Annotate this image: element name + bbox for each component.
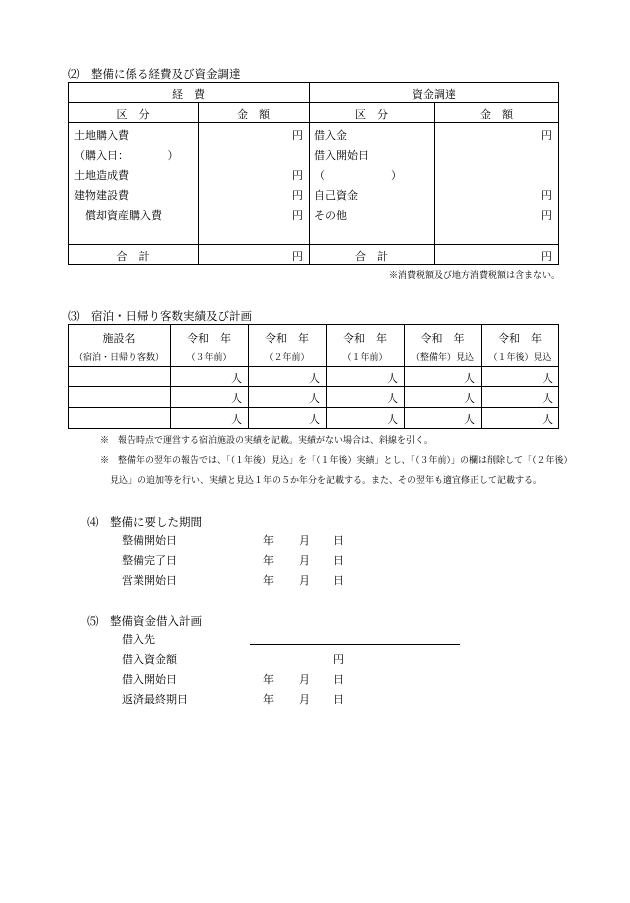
unit-cell: 人 (309, 413, 320, 426)
repay-last-label: 返済最終期日 (122, 693, 188, 706)
month-unit: 月 (299, 554, 310, 567)
year-col-sub: （１年前） (342, 353, 388, 363)
funding-row-label: 借入開始日 (314, 149, 369, 162)
expense-yen-unit: 円 (292, 189, 303, 202)
col-kubun-left: 区 分 (116, 108, 150, 121)
unit-cell: 人 (387, 413, 398, 426)
year-col-top: 令和 年 (265, 332, 309, 345)
year-unit: 年 (263, 574, 274, 587)
expense-row-label: （購入日： ） (74, 149, 179, 162)
unit-cell: 人 (231, 372, 242, 385)
funding-row-label: 自己資金 (314, 189, 358, 202)
yen-unit: 円 (333, 653, 344, 666)
col-kingaku-right: 金 額 (480, 108, 513, 121)
expense-yen-unit: 円 (292, 129, 303, 142)
funding-row-label: （ ） (314, 169, 402, 182)
lender-underline (250, 644, 460, 645)
group-header-funding: 資金調達 (412, 88, 456, 101)
unit-cell: 人 (464, 413, 475, 426)
section3-heading: ⑶ 宿泊・日帰り客数実績及び計画 (68, 309, 252, 323)
expense-row-label: 土地購入費 (74, 129, 129, 142)
unit-cell: 人 (387, 392, 398, 405)
year-col-sub: （３年前） (186, 353, 232, 363)
expense-yen-unit: 円 (292, 209, 303, 222)
facility-name-label: 施設名 (102, 332, 136, 345)
loan-start-label: 借入開始日 (122, 673, 177, 686)
total-label-right: 合 計 (355, 250, 388, 263)
funding-yen-unit: 円 (541, 209, 552, 222)
expense-funding-table (68, 82, 559, 265)
expense-row-label: 償却資産購入費 (74, 209, 162, 222)
year-unit: 年 (263, 534, 274, 547)
visitor-note-2: ※ 整備年の翌年の報告では、「（１年後）見込」を「（１年後）実績」とし、「（３年前）」の欄は削除して「（２年後） (100, 456, 573, 466)
day-unit: 日 (333, 554, 344, 567)
visitor-note-1: ※ 報告時点で運営する宿泊施設の実績を記載。実績がない場合は、斜線を引く。 (100, 436, 433, 446)
day-unit: 日 (333, 574, 344, 587)
period-label: 整備開始日 (122, 534, 177, 547)
funding-row-label: 借入金 (314, 129, 347, 142)
year-col-sub: （整備年）見込 (410, 353, 474, 363)
section2-heading: ⑵ 整備に係る経費及び資金調達 (68, 67, 241, 81)
month-unit: 月 (299, 673, 310, 686)
period-label: 営業開始日 (122, 574, 177, 587)
expense-row-label: 土地造成費 (74, 169, 129, 182)
col-kubun-right: 区 分 (355, 108, 388, 121)
col-kingaku-left: 金 額 (237, 108, 270, 121)
unit-cell: 人 (309, 372, 320, 385)
facility-name-sub: （宿泊・日帰り客数） (73, 353, 164, 363)
unit-cell: 人 (542, 413, 553, 426)
lender-label: 借入先 (122, 633, 155, 646)
expense-yen-unit: 円 (292, 169, 303, 182)
funding-yen-unit: 円 (541, 129, 552, 142)
group-header-expense: 経 費 (172, 88, 205, 101)
total-yen-right: 円 (541, 250, 552, 263)
unit-cell: 人 (231, 392, 242, 405)
year-col-sub: （２年前） (264, 353, 310, 363)
unit-cell: 人 (387, 372, 398, 385)
year-col-top: 令和 年 (420, 332, 465, 345)
total-yen-left: 円 (292, 250, 303, 263)
visitor-count-table (68, 324, 559, 429)
section4-heading: ⑷ 整備に要した期間 (87, 515, 202, 529)
unit-cell: 人 (464, 392, 475, 405)
unit-cell: 人 (464, 372, 475, 385)
year-col-top: 令和 年 (498, 332, 542, 345)
tax-note: ※消費税額及び地方消費税額は含まない。 (388, 271, 560, 281)
unit-cell: 人 (542, 372, 553, 385)
loan-amount-label: 借入資金額 (122, 653, 177, 666)
unit-cell: 人 (231, 413, 242, 426)
funding-yen-unit: 円 (541, 189, 552, 202)
unit-cell: 人 (542, 392, 553, 405)
period-label: 整備完了日 (122, 554, 177, 567)
year-unit: 年 (263, 693, 274, 706)
month-unit: 月 (299, 574, 310, 587)
expense-row-label: 建物建設費 (74, 189, 129, 202)
year-col-sub: （１年後）見込 (488, 353, 552, 363)
month-unit: 月 (299, 534, 310, 547)
year-col-top: 令和 年 (343, 332, 387, 345)
visitor-note-3: 見込」の追加等を行い、実績と見込１年の５か年分を記載する。また、その翌年も適宜修正して記載する。 (110, 476, 543, 486)
total-label-left: 合 計 (116, 250, 150, 263)
funding-row-label: その他 (314, 209, 347, 222)
year-unit: 年 (263, 673, 274, 686)
day-unit: 日 (333, 693, 344, 706)
day-unit: 日 (333, 673, 344, 686)
section5-heading: ⑸ 整備資金借入計画 (87, 614, 202, 628)
year-col-top: 令和 年 (187, 332, 231, 345)
day-unit: 日 (333, 534, 344, 547)
year-unit: 年 (263, 554, 274, 567)
month-unit: 月 (299, 693, 310, 706)
unit-cell: 人 (309, 392, 320, 405)
